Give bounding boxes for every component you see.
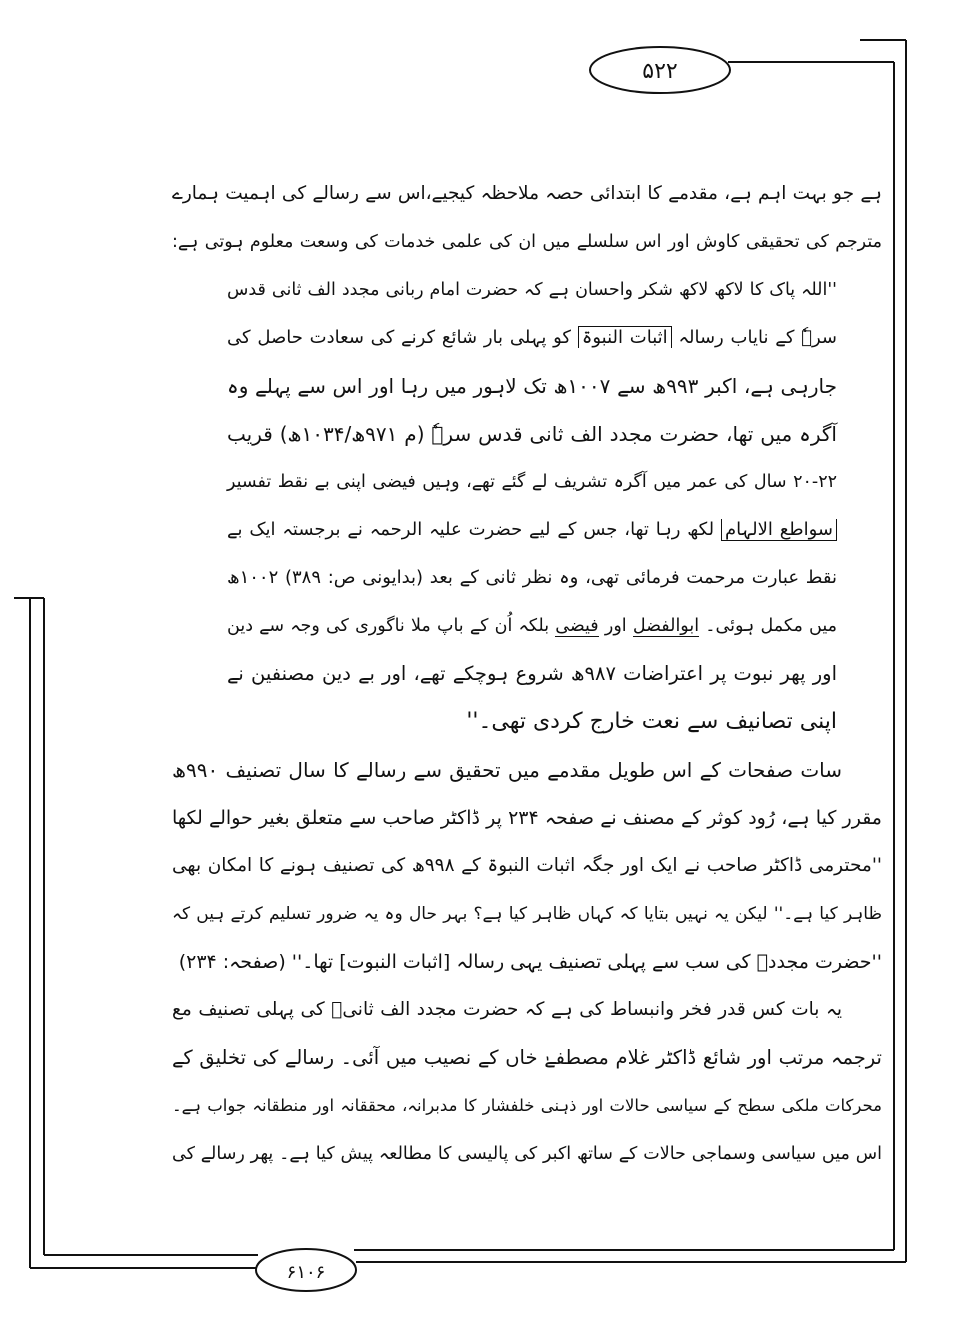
text-segment: کو پہلی بار شائع کرنے کی سعادت حاصل کی <box>227 327 578 348</box>
text-line: اس میں سیاسی وسماجی حالات کے ساتھ اکبر کی پالیسی کا مطالعہ پیش کیا ہے۔ پھر رسالے کی <box>172 1144 882 1164</box>
text-line: ترجمہ مرتب اور شائع ڈاکٹر غلام مصطفےٰ خاں کے نصیب میں آئی۔ رسالے کی تخلیق کے <box>172 1046 882 1069</box>
text-line: ظاہر کیا ہے۔'' لیکن یہ نہیں بتایا کہ کہاں ظاہر کیا ہے؟ بہر حال وہ یہ ضرور تسلیم کرتے ہیں کہ <box>172 904 882 924</box>
quote-line <box>172 314 882 362</box>
quote-line: آگرہ میں تھا، حضرت مجدد الف ثانی قدس سرہٗ (م ۹۷۱ھ/۱۰۳۴ھ) قریب <box>227 422 837 446</box>
text-line: مترجم کی تحقیقی کاوش اور اس سلسلے میں ان کی علمی خدمات کی وسعت معلوم ہوتی ہے: <box>172 232 882 252</box>
text-segment: سرہٗ کے نایاب رسالہ <box>671 327 837 348</box>
quote-line: جارہی ہے، اکبر ۹۹۳ھ سے ۱۰۰۷ھ تک لاہور میں رہا اور اس سے پہلے وہ <box>227 374 837 398</box>
text-line: یہ بات کس قدر فخر وانبساط کی ہے کہ حضرت مجدد الف ثانیؒ کی پہلی تصنیف مع <box>172 999 842 1020</box>
text-line: ''حضرت مجددؒ کی سب سے پہلی تصنیف یہی رسالہ [اثبات النبوت] تھا۔'' (صفحہ: ۲۳۴) <box>178 951 882 973</box>
quote-line <box>172 602 882 650</box>
underlined-name: ابوالفضل <box>632 616 700 636</box>
text-segment: میں مکمل ہوئی۔ <box>699 616 838 636</box>
text-line: سات صفحات کے اس طویل مقدمے میں تحقیق سے رسالے کا سال تصنیف ۹۹۰ھ <box>172 758 842 782</box>
footer-number: ۶۱۰۶ <box>286 1262 326 1283</box>
quote-line: ۲۰-۲۲ سال کی عمر میں آگرہ تشریف لے گئے تھے، وہیں فیضی اپنی بے نقط تفسیر <box>227 472 837 492</box>
text-line: ہے جو بہت اہم ہے، مقدمے کا ابتدائی حصہ ملاحظہ کیجیے،اس سے رسالے کی اہمیت ہمارے <box>172 183 882 204</box>
quote-line <box>172 506 882 554</box>
book-title-boxed: سواطع الالہام <box>721 519 837 541</box>
body-text <box>172 170 882 1178</box>
text-segment: بلکہ اُن کے باپ ملا ناگوری کی وجہ سے دین <box>227 616 556 636</box>
text-segment: اور <box>598 616 633 636</box>
quote-line: اور پھر نبوت پر اعتراضات ۹۸۷ھ شروع ہوچکے تھے، اور بے دین مصنفین نے <box>227 662 837 685</box>
page-number: ۵۲۲ <box>642 59 678 84</box>
book-title-boxed: اثبات النبوۃ <box>578 326 672 348</box>
text-line: مقرر کیا ہے، رُود کوثر کے مصنف نے صفحہ ۲۳۴ پر ڈاکٹر صاحب سے متعلق بغیر حوالے لکھا <box>172 807 882 829</box>
text-line: ''محترمی ڈاکٹر صاحب نے ایک اور جگہ اثبات النبوۃ کے ۹۹۸ھ کی تصنیف ہونے کا امکان بھی <box>172 855 882 876</box>
quote-line: نقط عبارت مرحمت فرمائی تھی، وہ نظر ثانی کے بعد (بدایونی ص: ۳۸۹) ۱۰۰۲ھ <box>227 567 837 588</box>
underlined-name: فیضی <box>555 616 599 636</box>
text-line: محرکات ملکی سطح کے سیاسی حالات اور ذہنی خلفشار کا مدبرانہ، محققانہ اور منطقانہ جواب ہے۔ <box>172 1096 882 1115</box>
quote-line: اپنی تصانیف سے نعت خارج کردی تھی۔'' <box>466 709 837 734</box>
text-segment: لکھ رہا تھا، جس کے لیے حضرت علیہ الرحمہ نے برجستہ ایک بے <box>227 519 721 540</box>
quote-line: ''اللہ پاک کا لاکھ لاکھ شکر واحسان ہے کہ حضرت امام ربانی مجدد الف ثانی قدس <box>227 280 837 300</box>
